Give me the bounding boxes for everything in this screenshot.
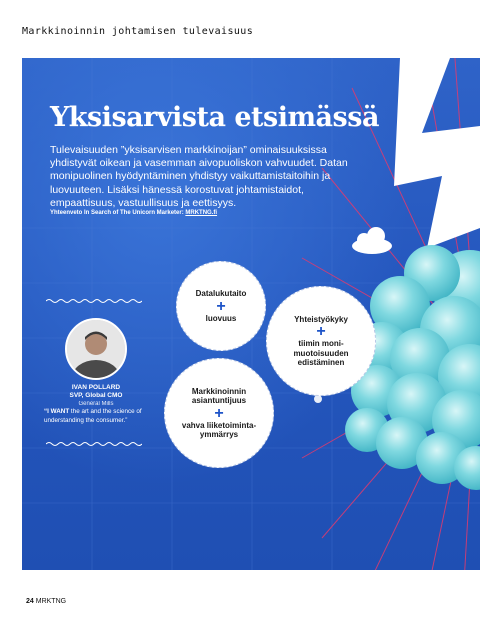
- avatar: [65, 318, 127, 380]
- small-cloud: [352, 227, 392, 254]
- bubble-line2: tiimin moni-muotoisuuden edistäminen: [293, 339, 349, 367]
- plus-icon: +: [316, 323, 326, 340]
- plus-icon: +: [216, 297, 226, 315]
- skill-bubble-expertise: [164, 358, 274, 468]
- profile-quote: [44, 408, 170, 425]
- bubble-line1: Markkinoinnin asiantuntijuus: [191, 386, 247, 405]
- plus-icon: +: [214, 404, 224, 422]
- lightning-bolt: [394, 58, 480, 248]
- profile-card: [44, 318, 148, 408]
- article-lead: Tulevaisuuden ”yksisarvisen markkinoijan” ominaisuuksissa yhdistyvät oikean ja vasemman aivopuoliskon vahvuudet. Datan monipuolinen hyödyntäminen yhdistyy vaikuttamistaitoihin ja luovuuteen. Lisäksi hänessä korostuvat johtamistaidot, empaattisuus, vastuullisuus ja eettisyys.: [50, 144, 348, 209]
- profile-company: General Mills: [78, 401, 114, 407]
- page-number: 24: [26, 598, 34, 605]
- skill-bubble-data: [176, 261, 266, 351]
- quote-emphasis: “I WANT: [44, 408, 70, 415]
- summary-link[interactable]: MRKTNG.fi: [185, 210, 218, 216]
- magazine-name: MRKTNG: [35, 598, 67, 605]
- bubble-line1: Yhteistyökyky: [294, 314, 348, 324]
- person-portrait-icon: [67, 320, 125, 378]
- skill-bubble-collaboration: [266, 286, 376, 396]
- profile-role: SVP, Global CMO: [69, 392, 123, 399]
- section-header: Markkinoinnin johtamisen tulevaisuus: [22, 26, 254, 37]
- bubble-line2: vahva liiketoiminta-ymmärrys: [181, 420, 257, 439]
- summary-prefix: Yhteenveto In Search of The Unicorn Marketer:: [50, 210, 186, 216]
- quote-text: the art and the science of understanding the consumer.”: [44, 408, 142, 424]
- profile-name: IVAN POLLARD: [71, 384, 121, 391]
- article-title: Yksisarvista etsimässä: [50, 102, 379, 133]
- bubble-line1: Datalukutaito: [195, 289, 247, 298]
- wave-divider-bottom: [46, 441, 142, 447]
- hero-panel: [22, 58, 480, 570]
- bubble-line2: luovuus: [205, 313, 237, 323]
- summary-line: [50, 210, 217, 216]
- page-folio: [26, 598, 66, 605]
- wave-divider-top: [46, 298, 142, 304]
